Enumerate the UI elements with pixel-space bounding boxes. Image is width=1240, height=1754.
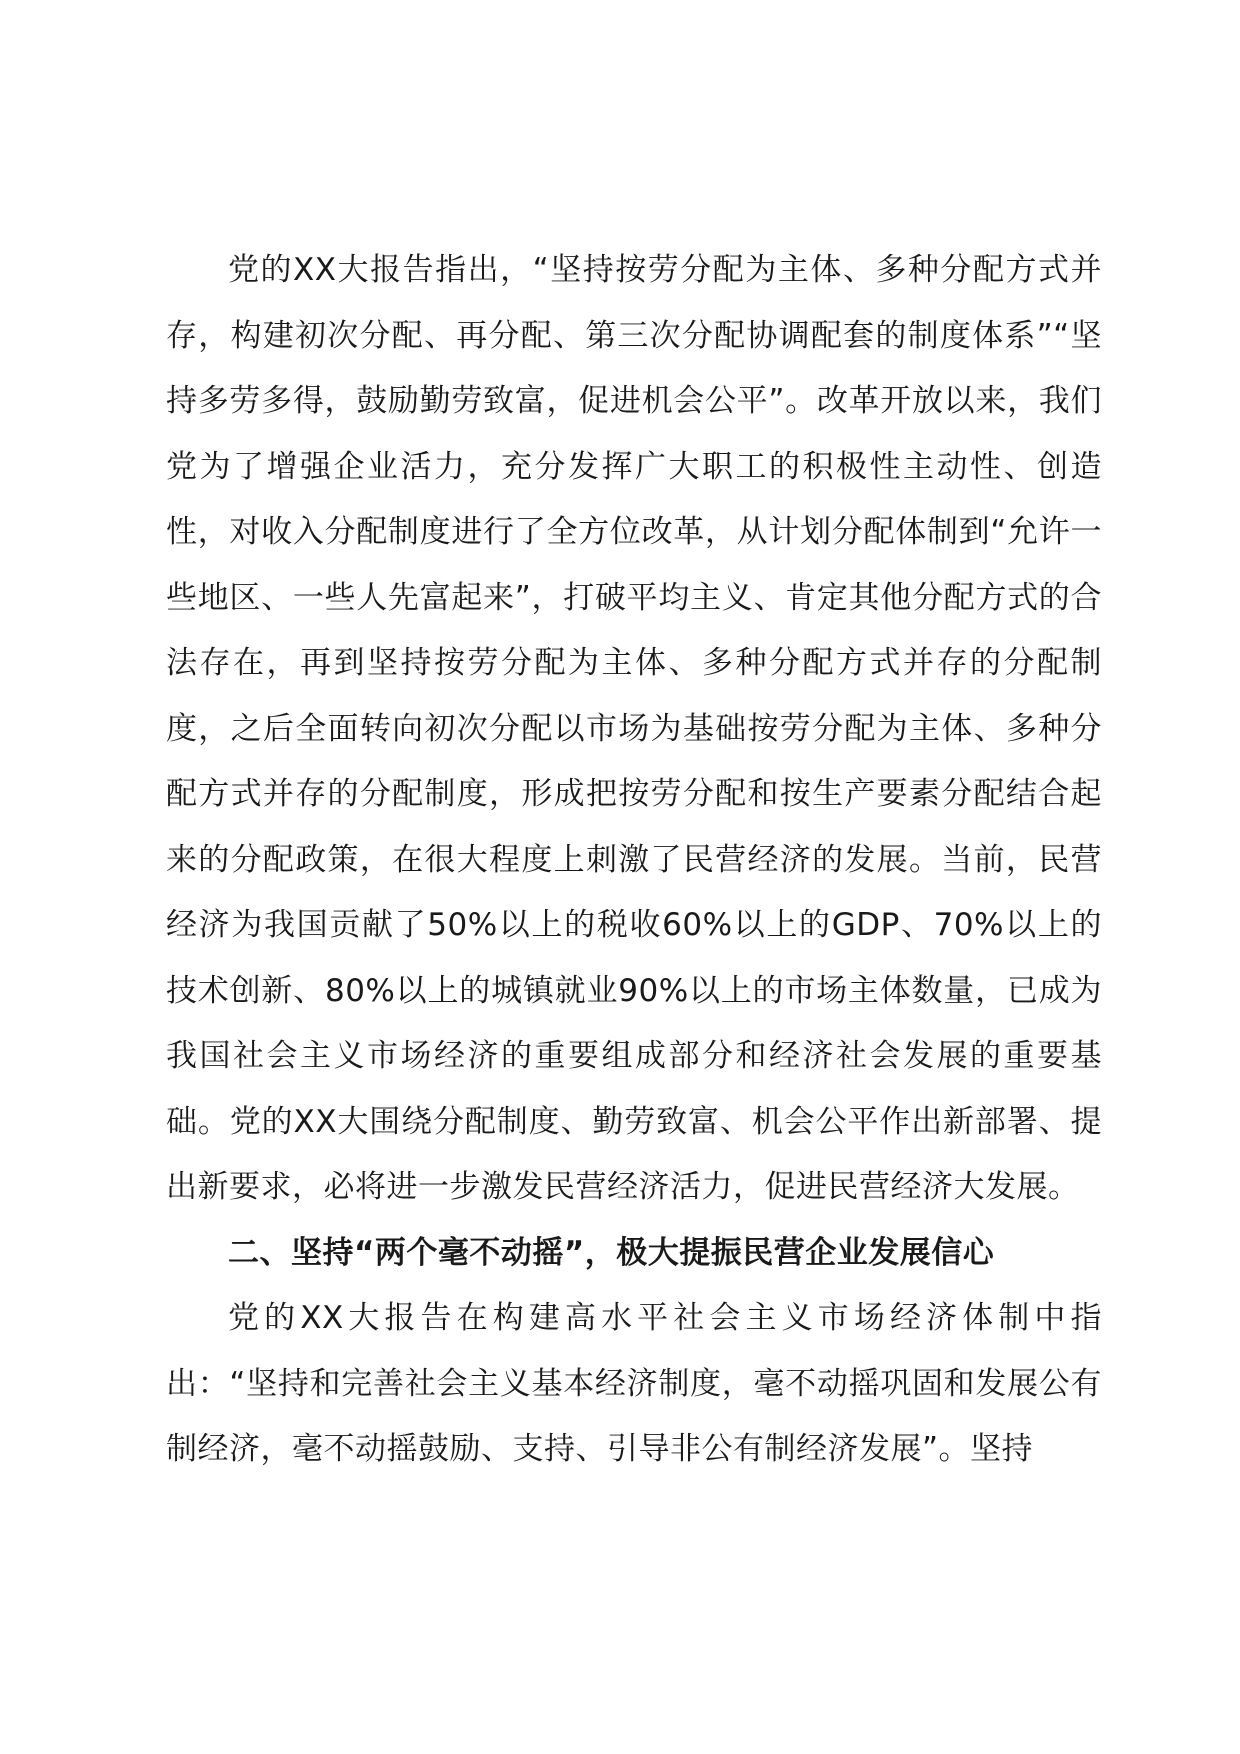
body-paragraph-two-unwavering: 党的XX大报告在构建高水平社会主义市场经济体制中指出：“坚持和完善社会主义基本经济制度，毫不动摇巩固和发展公有制经济，毫不动摇鼓励、支持、引导非公有制经济发展”。坚持 — [166, 1300, 1102, 1467]
section-heading-two: 二、坚持“两个毫不动摇”，极大提振民营企业发展信心 — [228, 1234, 995, 1271]
body-paragraph-distribution: 党的XX大报告指出，“坚持按劳分配为主体、多种分配方式并存，构建初次分配、再分配、第三次分配协调配套的制度体系”“坚持多劳多得，鼓励勤劳致富，促进机会公平”。改革开放以来，我们党为了增强企业活力，充分发挥广大职工的积极性主动性、创造性，对收入分配制度进行了全方位改革，从计划分配体制到“允许一些地区、一些人先富起来”，打破平均主义、肯定其他分配方式的合法存在，再到坚持按劳分配为主体、多种分配方式并存的分配制度，之后全面转向初次分配以市场为基础按劳分配为主体、多种分配方式并存的分配制度，形成把按劳分配和按生产要素分配结合起来的分配政策，在很大程度上刺激了民营经济的发展。当前，民营经济为我国贡献了50%以上的税收60%以上的GDP、70%以上的技术创新、80%以上的城镇就业90%以上的市场主体数量，已成为我国社会主义市场经济的重要组成部分和经济社会发展的重要基础。党的XX大围绕分配制度、勤劳致富、机会公平作出新部署、提出新要求，必将进一步激发民营经济活力，促进民营经济大发展。 — [166, 252, 1102, 1205]
document-body — [166, 238, 1102, 1483]
